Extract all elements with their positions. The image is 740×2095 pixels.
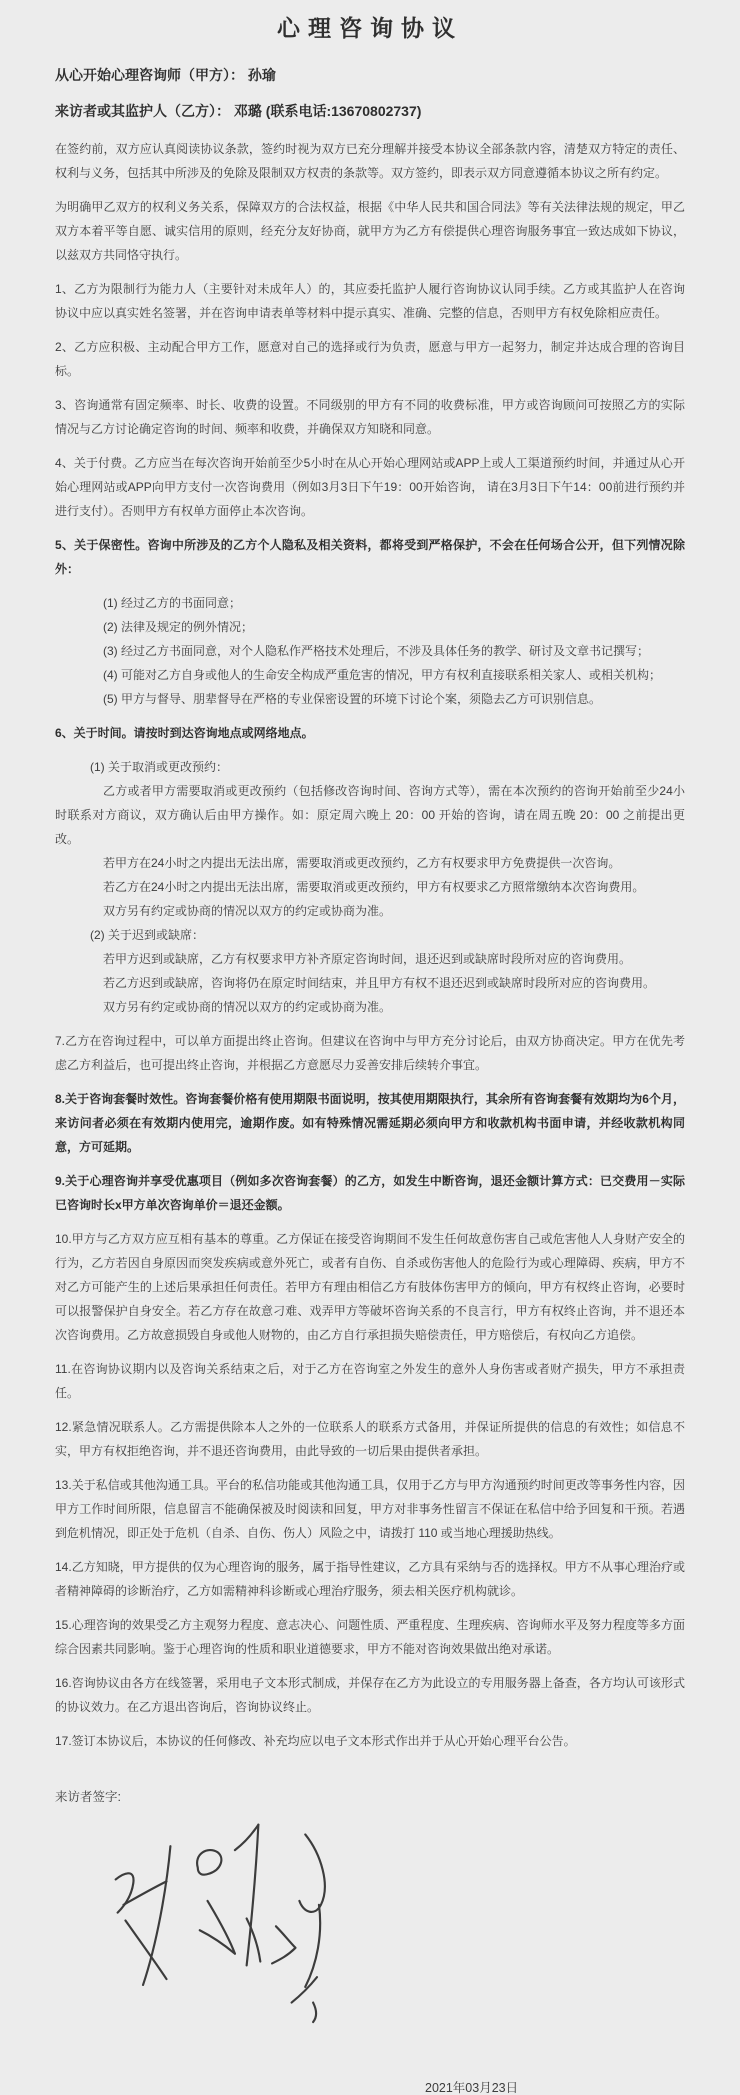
agreement-paragraph: 17.签订本协议后，本协议的任何修改、补充均应以电子文本形式作出并于从心开始心理平台公告。 bbox=[55, 1734, 576, 1748]
agreement-paragraph: 14.乙方知晓，甲方提供的仅为心理咨询的服务，属于指导性建议，乙方具有采纳与否的选择权。甲方不从事心理治疗或者精神障碍的诊断治疗，乙方如需精神科诊断或心理治疗服务，须去相关医疗机构就诊。 bbox=[55, 1560, 685, 1598]
agreement-paragraph: (1) 关于取消或更改预约： bbox=[90, 760, 229, 774]
visitor-signature-label: 来访者签字: bbox=[55, 1790, 121, 1804]
agreement-paragraph: 3、咨询通常有固定频率、时长、收费的设置。不同级别的甲方有不同的收费标准，甲方或咨询顾问可按照乙方的实际情况与乙方讨论确定咨询的时间、频率和收费，并确保双方知晓和同意。 bbox=[55, 398, 685, 436]
agreement-paragraph: 1、乙方为限制行为能力人（主要针对未成年人）的，其应委托监护人履行咨询协议认同手续。乙方或其监护人在咨询协议中应以真实姓名签署，并在咨询申请表单等材料中提示真实、准确、完整的信息，否则甲方有权免除相应责任。 bbox=[55, 282, 685, 320]
agreement-paragraph: 在签约前，双方应认真阅读协议条款，签约时视为双方已充分理解并接受本协议全部条款内容，清楚双方特定的责任、权利与义务，包括其中所涉及的免除及限制双方权责的条款等。双方签约，即表示双方同意遵循本协议之所有约定。 bbox=[55, 142, 685, 180]
agreement-paragraph: 13.关于私信或其他沟通工具。平台的私信功能或其他沟通工具，仅用于乙方与甲方沟通预约时间更改等事务性内容，因甲方工作时间所限，信息留言不能确保被及时阅读和回复，甲方对非事务性留言不保证在私信中给予回复和干预。若遇到危机情况，即正处于危机（自杀、自伤、伤人）风险之中，请拨打 110 或当地心理援助热线。 bbox=[55, 1478, 685, 1540]
agreement-paragraph: 2、乙方应积极、主动配合甲方工作，愿意对自己的选择或行为负责，愿意与甲方一起努力，制定并达成合理的咨询目标。 bbox=[55, 340, 685, 378]
party-b-line: 来访者或其监护人（乙方）： 邓璐 (联系电话:13670802737) bbox=[55, 103, 422, 119]
agreement-paragraph: 7.乙方在咨询过程中，可以单方面提出终止咨询。但建议在咨询中与甲方充分讨论后，由双方协商决定。甲方在优先考虑乙方利益后，也可提出终止咨询，并根据乙方意愿尽力妥善安排后续转介事宜。 bbox=[55, 1034, 685, 1072]
agreement-paragraph: 16.咨询协议由各方在线签署，采用电子文本形式制成，并保存在乙方为此设立的专用服务器上备查，各方均认可该形式的协议效力。在乙方退出咨询后，咨询协议终止。 bbox=[55, 1676, 685, 1714]
signature-drawing bbox=[111, 1811, 351, 2026]
agreement-paragraph: 双方另有约定或协商的情况以双方的约定或协商为准。 bbox=[103, 904, 392, 918]
page-title: 心理咨询协议 bbox=[277, 15, 463, 41]
agreement-paragraph: 为明确甲乙双方的权利义务关系，保障双方的合法权益，根据《中华人民共和国合同法》等有关法律法规的规定，甲乙双方本着平等自愿、诚实信用的原则，经充分友好协商，就甲方为乙方有偿提供心理咨询服务事宜一致达成如下协议，以兹双方共同恪守执行。 bbox=[55, 200, 685, 262]
agreement-paragraph: 8.关于咨询套餐时效性。咨询套餐价格有使用期限书面说明，按其使用期限执行，其余所有咨询套餐有效期均为6个月，来访问者必须在有效期内使用完，逾期作废。如有特殊情况需延期必须向甲方和收款机构书面申请，并经收款机构同意，方可延期。 bbox=[55, 1092, 685, 1154]
party-a-line: 从心开始心理咨询师（甲方）： 孙瑜 bbox=[55, 67, 276, 83]
agreement-date: 2021年03月23日 bbox=[425, 2081, 519, 2095]
agreement-paragraph: 5、关于保密性。咨询中所涉及的乙方个人隐私及相关资料，都将受到严格保护，不会在任何场合公开，但下列情况除外： bbox=[55, 538, 685, 576]
agreement-paragraph: (2) 法律及规定的例外情况； bbox=[103, 620, 254, 634]
agreement-paragraph: 12.紧急情况联系人。乙方需提供除本人之外的一位联系人的联系方式备用，并保证所提供的信息的有效性；如信息不实，甲方有权拒绝咨询，并不退还咨询费用，由此导致的一切后果由提供者承担。 bbox=[55, 1420, 685, 1458]
agreement-paragraph: 15.心理咨询的效果受乙方主观努力程度、意志决心、问题性质、严重程度、生理疾病、咨询师水平及努力程度等多方面综合因素共同影响。鉴于心理咨询的性质和职业道德要求，甲方不能对咨询效果做出绝对承诺。 bbox=[55, 1618, 685, 1656]
agreement-paragraph: (5) 甲方与督导、朋辈督导在严格的专业保密设置的环境下讨论个案，须隐去乙方可识别信息。 bbox=[103, 692, 602, 706]
agreement-paragraph: 9.关于心理咨询并享受优惠项目（例如多次咨询套餐）的乙方，如发生中断咨询，退还金额计算方式：已交费用－实际已咨询时长x甲方单次咨询单价＝退还金额。 bbox=[55, 1174, 685, 1212]
agreement-paragraph: 乙方或者甲方需要取消或更改预约（包括修改咨询时间、咨询方式等），需在本次预约的咨询开始前至少24小时联系对方商议，双方确认后由甲方操作。如：原定周六晚上 20：00 开始的咨询，请在周五晚 20：00 之前提出更改。 bbox=[55, 784, 685, 846]
handwritten-signature-icon bbox=[111, 1811, 351, 2026]
agreement-paragraph: (1) 经过乙方的书面同意； bbox=[103, 596, 242, 610]
agreement-paragraph: 双方另有约定或协商的情况以双方的约定或协商为准。 bbox=[103, 1000, 392, 1014]
agreement-paragraph: 6、关于时间。请按时到达咨询地点或网络地点。 bbox=[55, 726, 314, 740]
agreement-paragraph: 若乙方迟到或缺席，咨询将仍在原定时间结束，并且甲方有权不退还迟到或缺席时段所对应的咨询费用。 bbox=[103, 976, 656, 990]
agreement-paragraph: (2) 关于迟到或缺席： bbox=[90, 928, 205, 942]
agreement-paragraph: 11.在咨询协议期内以及咨询关系结束之后，对于乙方在咨询室之外发生的意外人身伤害或者财产损失，甲方不承担责任。 bbox=[55, 1362, 685, 1400]
agreement-paragraph: 若甲方迟到或缺席，乙方有权要求甲方补齐原定咨询时间，退还迟到或缺席时段所对应的咨询费用。 bbox=[103, 952, 632, 966]
agreement-paragraph: 10.甲方与乙方双方应互相有基本的尊重。乙方保证在接受咨询期间不发生任何故意伤害自己或危害他人人身财产安全的行为，乙方若因自身原因而突发疾病或意外死亡，或者有自伤、自杀或伤害他人的危险行为或心理障碍、疾病，甲方不对乙方可能产生的上述后果承担任何责任。若甲方有理由相信乙方有肢体伤害甲方的倾向，甲方有权终止咨询，必要时可以报警保护自身安全。若乙方存在故意刁难、戏弄甲方等破坏咨询关系的不良言行，甲方有权终止咨询，并不退还本次咨询费用。乙方故意损毁自身或他人财物的，由乙方自行承担损失赔偿责任，甲方赔偿后，有权向乙方追偿。 bbox=[55, 1232, 685, 1342]
agreement-paragraph: (4) 可能对乙方自身或他人的生命安全构成严重危害的情况，甲方有权利直接联系相关家人、或相关机构； bbox=[103, 668, 662, 682]
agreement-paragraph: (3) 经过乙方书面同意，对个人隐私作严格技术处理后，不涉及具体任务的教学、研讨及文章书记撰写； bbox=[103, 644, 650, 658]
agreement-paragraph: 若乙方在24小时之内提出无法出席，需要取消或更改预约，甲方有权要求乙方照常缴纳本次咨询费用。 bbox=[103, 880, 645, 894]
agreement-body bbox=[55, 137, 685, 1753]
agreement-paragraph: 4、关于付费。乙方应当在每次咨询开始前至少5小时在从心开始心理网站或APP上或人工渠道预约时间，并通过从心开始心理网站或APP向甲方支付一次咨询费用（例如3月3日下午19：00开始咨询， 请在3月3日下午14：00前进行预约并进行支付）。否则甲方有权单方面停止本次咨询。 bbox=[55, 456, 685, 518]
agreement-paragraph: 若甲方在24小时之内提出无法出席，需要取消或更改预约，乙方有权要求甲方免费提供一次咨询。 bbox=[103, 856, 621, 870]
